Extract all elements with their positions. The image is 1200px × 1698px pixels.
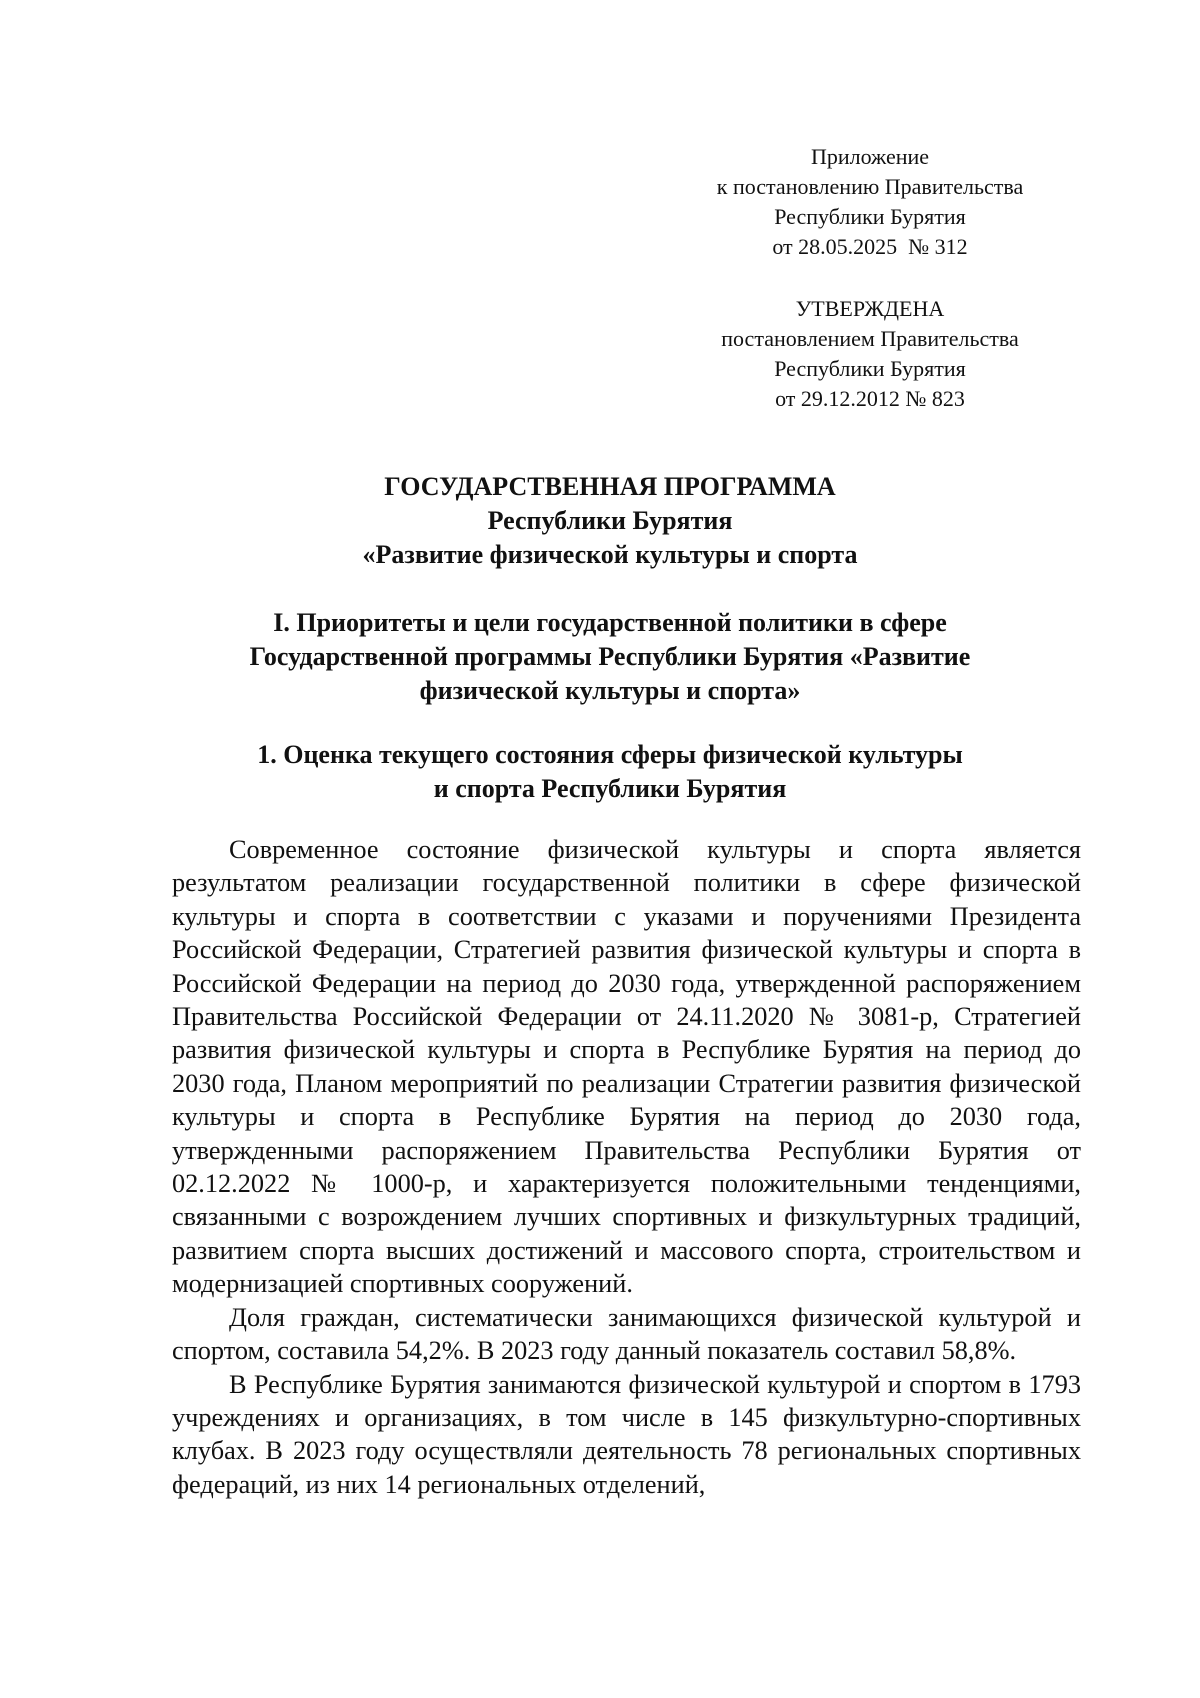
subsection-heading-line-1: 1. Оценка текущего состояния сферы физической культуры (257, 740, 963, 769)
section-heading-line-2: Государственной программы Республики Бурятия «Развитие (249, 642, 971, 671)
body-paragraph: Доля граждан, систематически занимающихся физической культурой и спортом, составила 54,2%. В 2023 году данный показатель составил 58,8%. (172, 1302, 1081, 1366)
subsection-heading-line-2: и спорта Республики Бурятия (433, 774, 787, 803)
program-title (130, 470, 1090, 572)
approved-line-1: УТВЕРЖДЕНА (795, 296, 945, 321)
approved-line-4: от 29.12.2012 № 823 (775, 386, 965, 411)
appendix-line-4: от 28.05.2025 № 312 (772, 234, 968, 259)
subsection-heading (130, 738, 1090, 806)
program-title-line-2: Республики Бурятия (487, 506, 733, 535)
appendix-stamp (670, 142, 1070, 262)
program-title-line-1: ГОСУДАРСТВЕННАЯ ПРОГРАММА (384, 472, 836, 501)
section-heading (130, 606, 1090, 708)
appendix-line-3: Республики Бурятия (774, 204, 966, 229)
body-text (172, 833, 1081, 1501)
program-title-line-3: «Развитие физической культуры и спорта (362, 540, 858, 569)
approved-line-3: Республики Бурятия (774, 356, 966, 381)
approved-line-2: постановлением Правительства (721, 326, 1019, 351)
section-heading-line-3: физической культуры и спорта» (419, 676, 801, 705)
section-heading-line-1: I. Приоритеты и цели государственной политики в сфере (273, 608, 947, 637)
approved-stamp (670, 294, 1070, 414)
appendix-line-2: к постановлению Правительства (716, 174, 1024, 199)
body-paragraph: Современное состояние физической культуры и спорта является результатом реализации государственной политики в сфере физической культуры и спорта в соответствии с указами и поручениями Президента Российской Федерации, Стратегией развития физической культуры и спорта в Российской Федерации на период до 2030 года, утвержденной распоряжением Правительства Российской Федерации от 24.11.2020 № 3081-р, Стратегией развития физической культуры и спорта в Республике Бурятия на период до 2030 года, Планом мероприятий по реализации Стратегии развития физической культуры и спорта в Республике Бурятия на период до 2030 года, утвержденными распоряжением Правительства Республики Бурятия от 02.12.2022 № 1000-р, и характеризуется положительными тенденциями, связанными с возрождением лучших спортивных и физкультурных традиций, развитием спорта высших достижений и массового спорта, строительством и модернизацией спортивных сооружений. (172, 835, 1081, 1299)
body-paragraph: В Республике Бурятия занимаются физической культурой и спортом в 1793 учреждениях и организациях, в том числе в 145 физкультурно-спортивных клубах. В 2023 году осуществляли деятельность 78 региональных спортивных федераций, из них 14 региональных отделений, (172, 1369, 1081, 1499)
appendix-line-1: Приложение (810, 144, 930, 169)
